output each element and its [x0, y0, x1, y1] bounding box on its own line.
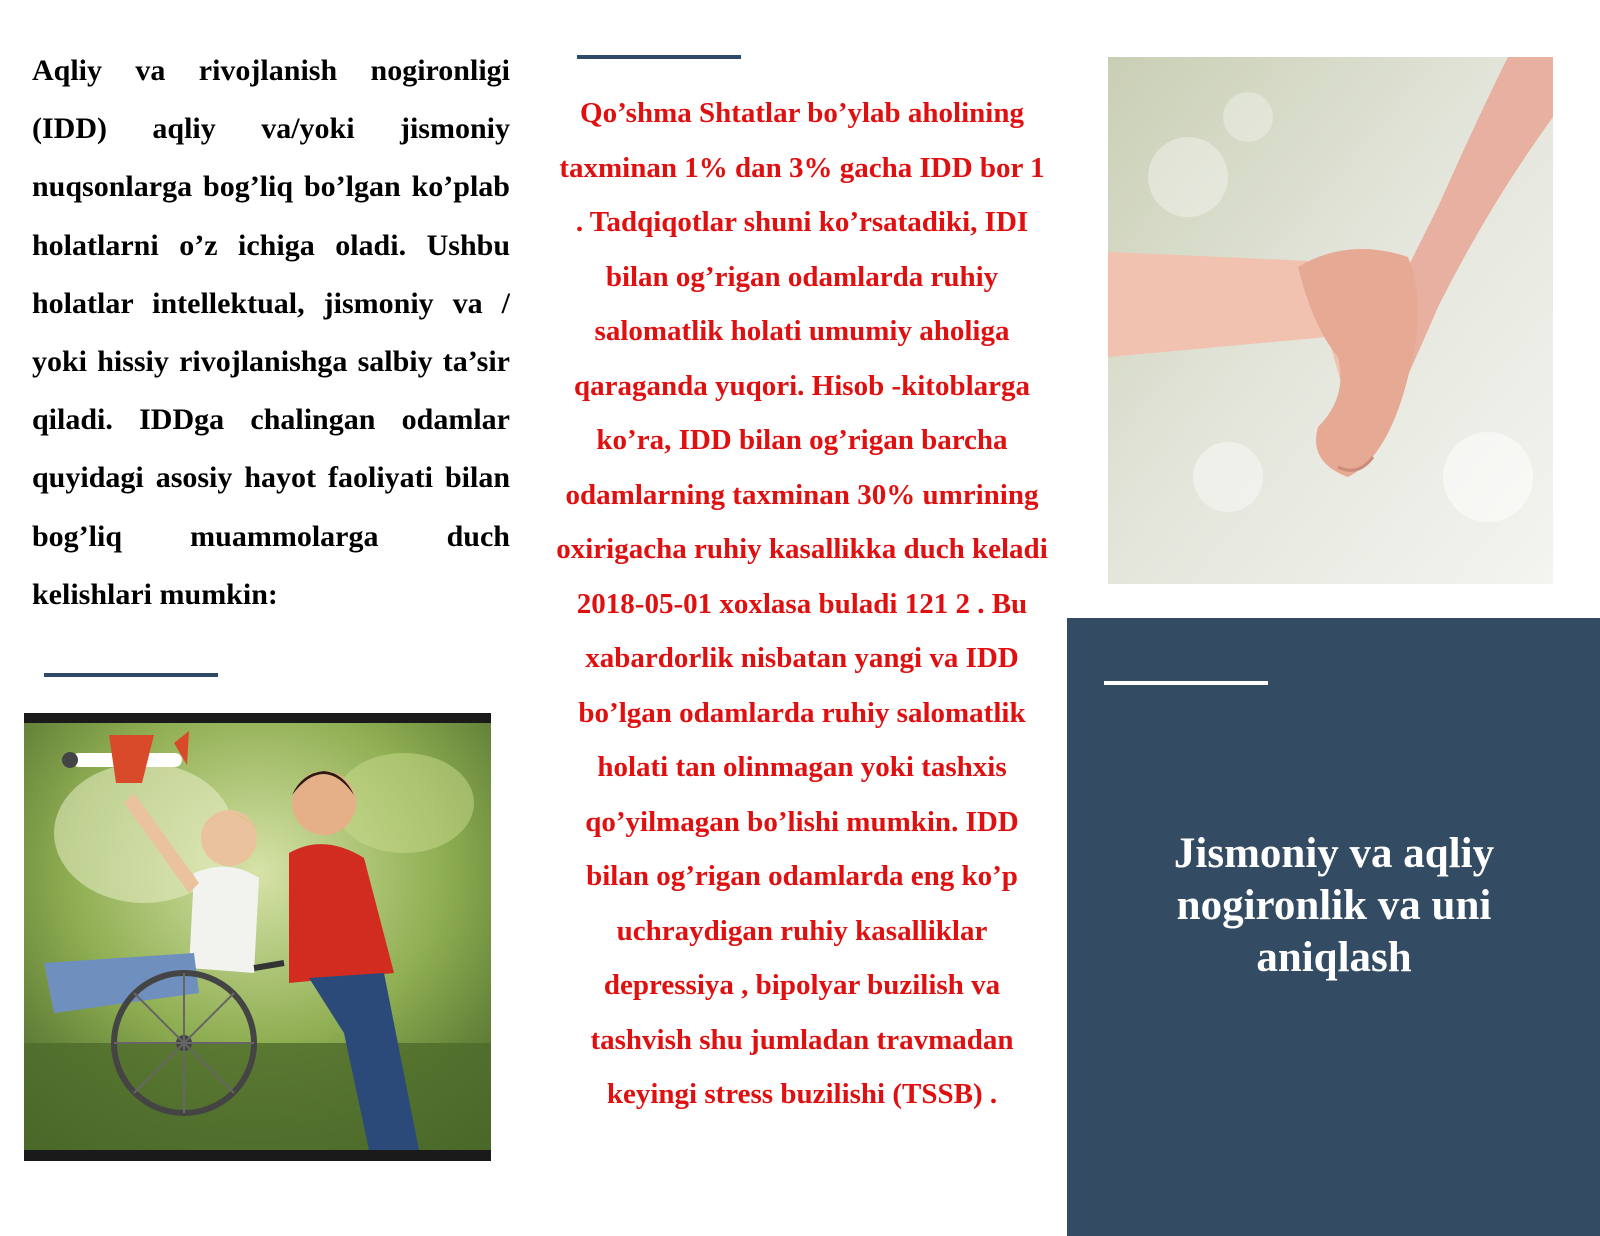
holding-hands-photo — [1108, 57, 1553, 584]
divider-rule-left — [44, 673, 218, 677]
panel-title: Jismoniy va aqliy nogironlik va uni aniqlash — [1173, 830, 1495, 981]
intro-paragraph: Aqliy va rivojlanish nogironligi (IDD) aqliy va/yoki jismoniy nuqsonlarga bog’liq bo’lgan ko’plab holatlarni o’z ichiga oladi. Ushbu holatlar intellektual, jismoniy va / yoki hissiy rivojlanishga salbiy ta’sir qiladi. IDDga chalingan odamlar quyidagi asosiy hayot faoliyati bilan bog’liq muammolarga duch kelishlari mumkin: — [32, 54, 510, 611]
statistics-paragraph: Qo’shma Shtatlar bo’ylab aholining taxminan 1% dan 3% gacha IDD bor 1 . Tadqiqotlar shuni ko’rsatadiki, IDI bilan og’rigan odamlarda ruhiy salomatlik holati umumiy aholiga qaraganda yuqori. Hisob -kitoblarga ko’ra, IDD bilan og’rigan barcha odamlarning taxminan 30% umrining oxirigacha ruhiy kasallikka duch keladi 2018-05-01 xoxlasa buladi 121 2 . Bu xabardorlik nisbatan yangi va IDD bo’lgan odamlarda ruhiy salomatlik holati tan olinmagan yoki tashxis qo’yilmagan bo’lishi mumkin. IDD bilan og’rigan odamlarda eng ko’p uchraydigan ruhiy kasalliklar depressiya , bipolyar buzilish va tashvish shu jumladan travmadan keyingi stress buzilishi (TSSB) . — [556, 97, 1048, 1110]
wheelchair-play-photo — [24, 713, 491, 1161]
divider-rule-panel — [1104, 681, 1268, 685]
divider-rule-top — [577, 55, 741, 59]
